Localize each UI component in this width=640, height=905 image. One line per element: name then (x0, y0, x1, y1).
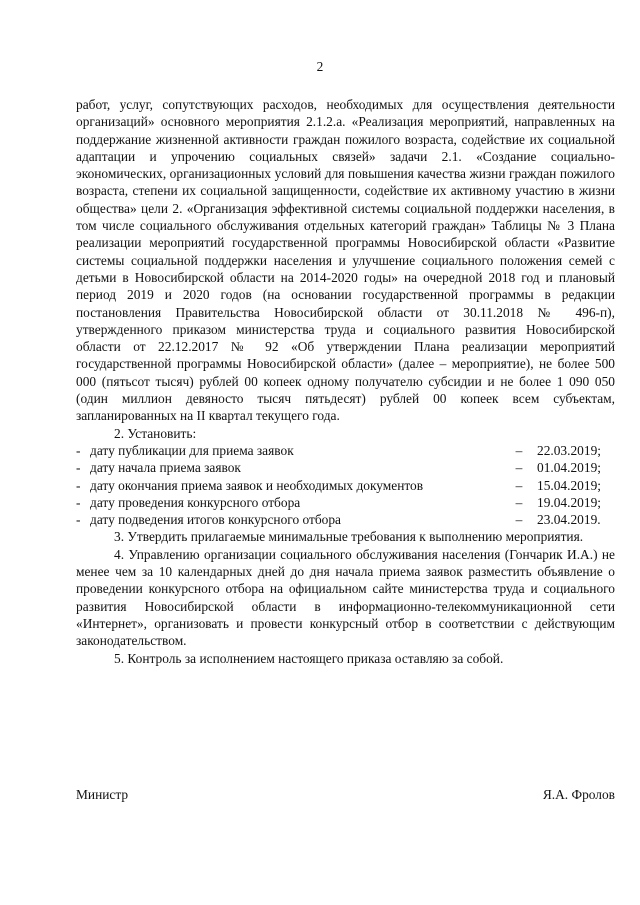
schedule-separator: – (515, 494, 523, 510)
schedule-label: дату проведения конкурсного отбора (90, 494, 301, 510)
item-4: 4. Управлению организации социального обслуживания населения (Гончарик И.А.) не менее чем за 10 календарных дней до дня начала приема заявок разместить объявление о проведении конкурсного отбора на официальном сайте министерства труда и социального развития Новосибирской области в информационно-телекоммуникационной сети «Интернет», организовать и провести конкурсный отбор в соответствии с действующим законодательством. (76, 546, 615, 649)
schedule-date: 19.04.2019; (537, 494, 601, 510)
schedule-list (76, 442, 615, 528)
schedule-separator: – (515, 477, 523, 493)
schedule-row (76, 459, 615, 476)
list-dash: - (76, 494, 81, 510)
schedule-row (76, 494, 615, 511)
item-5: 5. Контроль за исполнением настоящего приказа оставляю за собой. (114, 650, 504, 666)
list-dash: - (76, 442, 81, 458)
schedule-date: 22.03.2019; (537, 442, 601, 458)
schedule-row (76, 442, 615, 459)
schedule-row (76, 511, 615, 528)
schedule-label: дату начала приема заявок (90, 460, 241, 476)
list-dash: - (76, 460, 81, 476)
list-dash: - (76, 477, 81, 493)
paragraph-continuation: работ, услуг, сопутствующих расходов, необходимых для осуществления деятельности организаций» основного мероприятия 2.1.2.a. «Реализация мероприятий, направленных на поддержание жизненной активности граждан пожилого возраста, содействие их социальной адаптации и упрочению социальных связей» задачи 2.1. «Создание социально-экономических, организационных условий для повышения качества жизни граждан пожилого возраста, степени их социальной защищенности, содействие их активному участию в жизни общества» цели 2. «Организация эффективной системы социальной поддержки населения, в том числе социального обслуживания отдельных категорий граждан» Таблицы № 3 Плана реализации мероприятий государственной программы Новосибирской области «Развитие системы социальной поддержки населения и улучшение социального положения семей с детьми в Новосибирской области на 2014-2020 годы» на очередной 2018 год и плановый период 2019 и 2020 годов (на основании государственной программы в редакции постановления Правительства Новосибирской области от 30.11.2018 № 496-п), утвержденного приказом министерства труда и социального развития Новосибирской области от 22.12.2017 № 92 «Об утверждении Плана реализации мероприятий государственной программы Новосибирской области» (далее – мероприятие), не более 500 000 (пятьсот тысяч) рублей 00 копеек одному получателю субсидии и не более 1 090 050 (один миллион девяносто тысяч пятьдесят) рублей 00 копеек всем субъектам, запланированных на II квартал текущего года. (76, 97, 615, 424)
list-dash: - (76, 512, 81, 528)
schedule-label: дату окончания приема заявок и необходимых документов (90, 477, 424, 493)
signature-block (76, 786, 615, 803)
item-2-intro: 2. Установить: (114, 425, 197, 441)
schedule-row (76, 477, 615, 494)
schedule-date: 23.04.2019. (537, 512, 601, 528)
page-number: 2 (316, 59, 324, 74)
schedule-label: дату подведения итогов конкурсного отбора (90, 512, 342, 528)
schedule-label: дату публикации для приема заявок (90, 442, 294, 458)
schedule-separator: – (515, 442, 523, 458)
schedule-date: 15.04.2019; (537, 477, 601, 493)
signatory-name: Я.А. Фролов (542, 787, 615, 802)
schedule-separator: – (515, 460, 523, 476)
signatory-position: Министр (76, 787, 129, 802)
document-body (76, 96, 615, 667)
item-3: 3. Утвердить прилагаемые минимальные требования к выполнению мероприятия. (114, 529, 584, 545)
schedule-date: 01.04.2019; (537, 460, 601, 476)
schedule-separator: – (515, 512, 523, 528)
